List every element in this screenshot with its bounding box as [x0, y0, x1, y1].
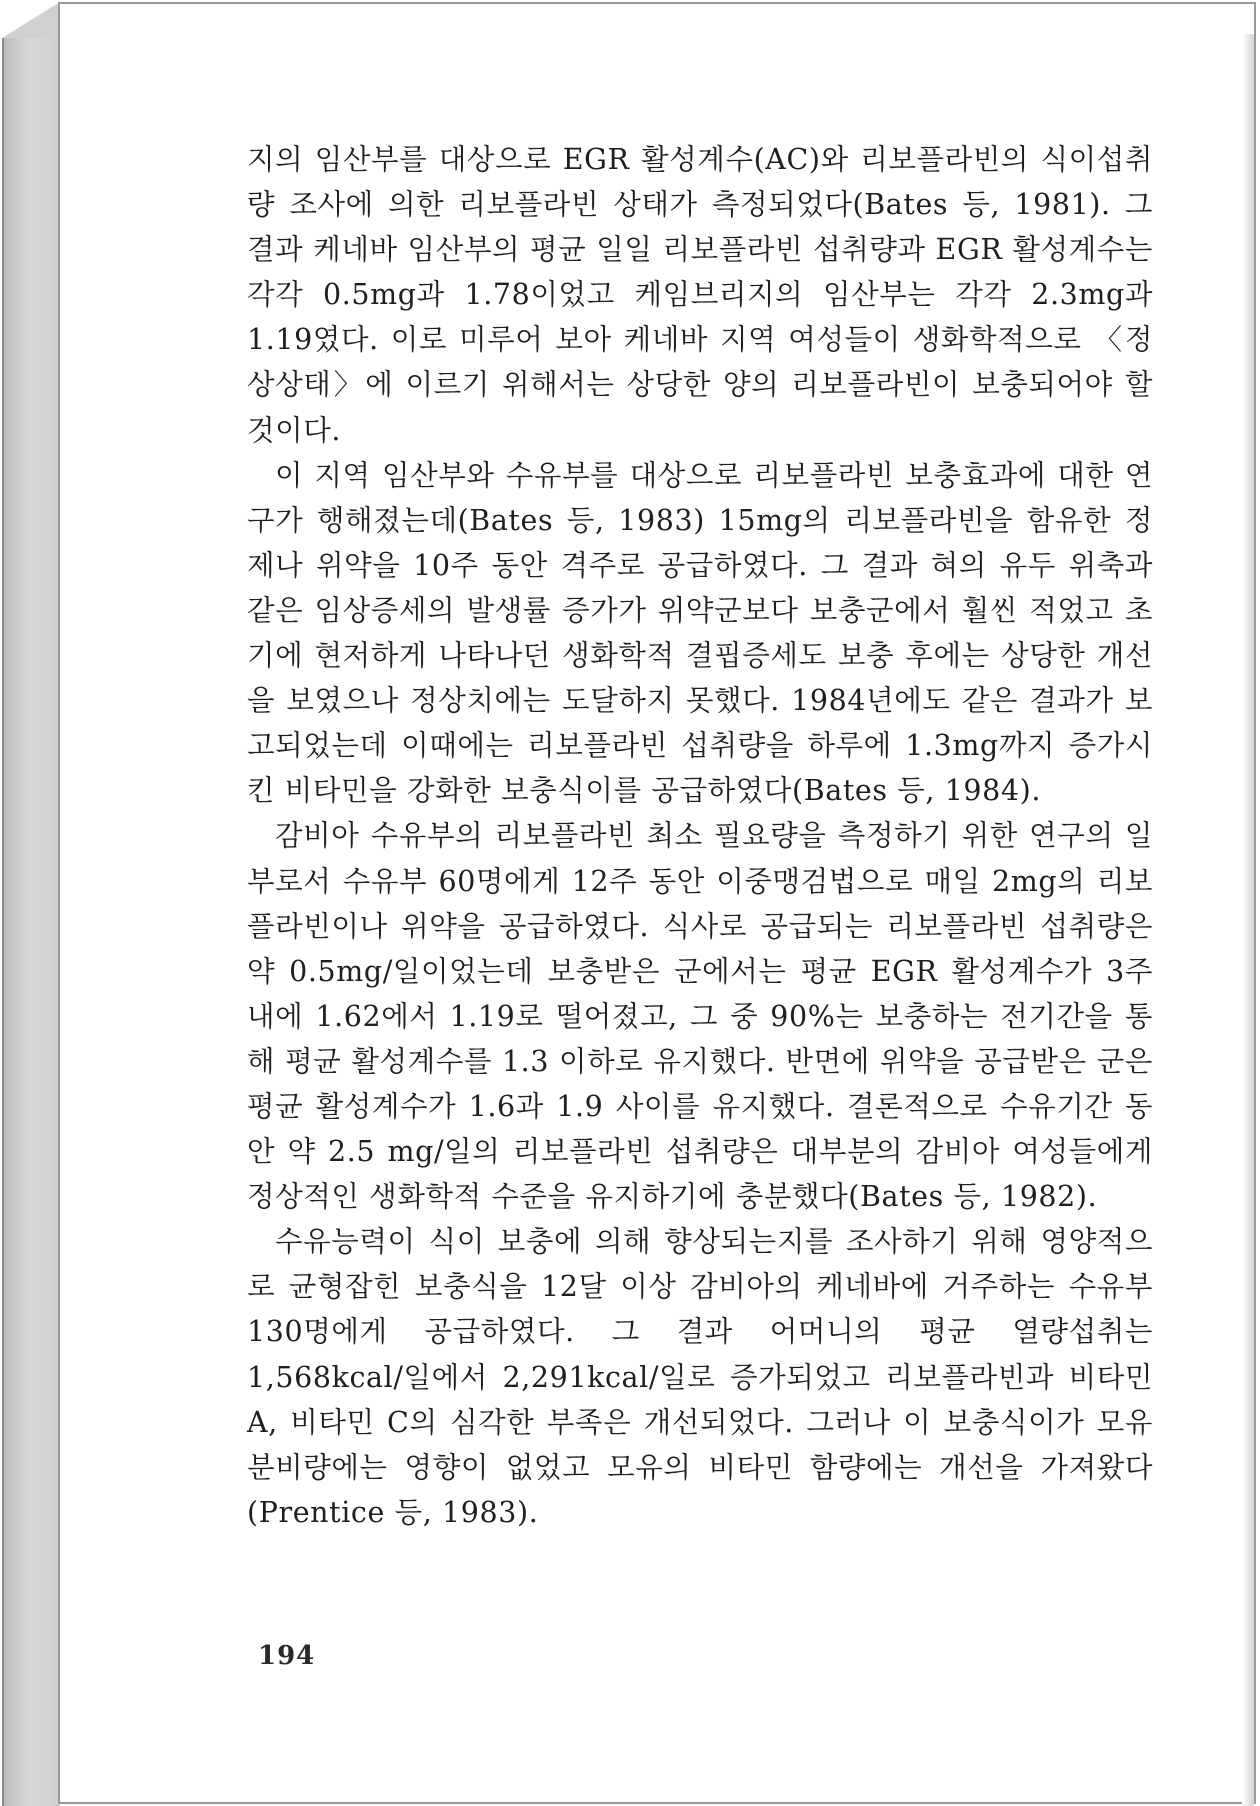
body-text [247, 137, 1153, 1535]
book-spine [2, 38, 60, 1806]
page-edge-shadow [1242, 34, 1254, 1806]
paragraph-1: 지의 임산부를 대상으로 EGR 활성계수(AC)와 리보플라빈의 식이섭취량 조사에 의한 리보플라빈 상태가 측정되었다(Bates 등, 1981). 그 결과 케네바 임산부의 평균 일일 리보플라빈 섭취량과 EGR 활성계수는 각각 0.5mg과 1.78이었고 케임브리지의 임산부는 각각 2.3mg과 1.19였다. 이로 미루어 보아 케네바 지역 여성들이 생화학적으로 〈정상상태〉에 이르기 위해서는 상당한 양의 리보플라빈이 보충되어야 할 것이다. [247, 143, 1153, 447]
paragraph-4: 수유능력이 식이 보충에 의해 향상되는지를 조사하기 위해 영양적으로 균형잡힌 보충식을 12달 이상 감비아의 케네바에 거주하는 수유부 130명에게 공급하였다. 그 결과 어머니의 평균 열량섭취는 1,568kcal/일에서 2,291kcal/일로 증가되었고 리보플라빈과 비타민 A, 비타민 C의 심각한 부족은 개선되었다. 그러나 이 보충식이가 모유분비량에는 영향이 없었고 모유의 비타민 함량에는 개선을 가져왔다(Prentice 등, 1983). [247, 1225, 1153, 1529]
book-spine-top [2, 2, 60, 38]
page-number: 194 [258, 1641, 316, 1671]
paragraph-2: 이 지역 임산부와 수유부를 대상으로 리보플라빈 보충효과에 대한 연구가 행해졌는데(Bates 등, 1983) 15mg의 리보플라빈을 함유한 정제나 위약을 10주 동안 격주로 공급하였다. 그 결과 혀의 유두 위축과 같은 임상증세의 발생률 증가가 위약군보다 보충군에서 훨씬 적었고 초기에 현저하게 나타나던 생화학적 결핍증세도 보충 후에는 상당한 개선을 보였으나 정상치에는 도달하지 못했다. 1984년에도 같은 결과가 보고되었는데 이때에는 리보플라빈 섭취량을 하루에 1.3mg까지 증가시킨 비타민을 강화한 보충식이를 공급하였다(Bates 등, 1984). [247, 458, 1153, 808]
paragraph-3: 감비아 수유부의 리보플라빈 최소 필요량을 측정하기 위한 연구의 일부로서 수유부 60명에게 12주 동안 이중맹검법으로 매일 2mg의 리보플라빈이나 위약을 공급하였다. 식사로 공급되는 리보플라빈 섭취량은 약 0.5mg/일이었는데 보충받은 군에서는 평균 EGR 활성계수가 3주 내에 1.62에서 1.19로 떨어졌고, 그 중 90%는 보충하는 전기간을 통해 평균 활성계수를 1.3 이하로 유지했다. 반면에 위약을 공급받은 군은 평균 활성계수가 1.6과 1.9 사이를 유지했다. 결론적으로 수유기간 동안 약 2.5 mg/일의 리보플라빈 섭취량은 대부분의 감비아 여성들에게 정상적인 생화학적 수준을 유지하기에 충분했다(Bates 등, 1982). [247, 819, 1153, 1214]
